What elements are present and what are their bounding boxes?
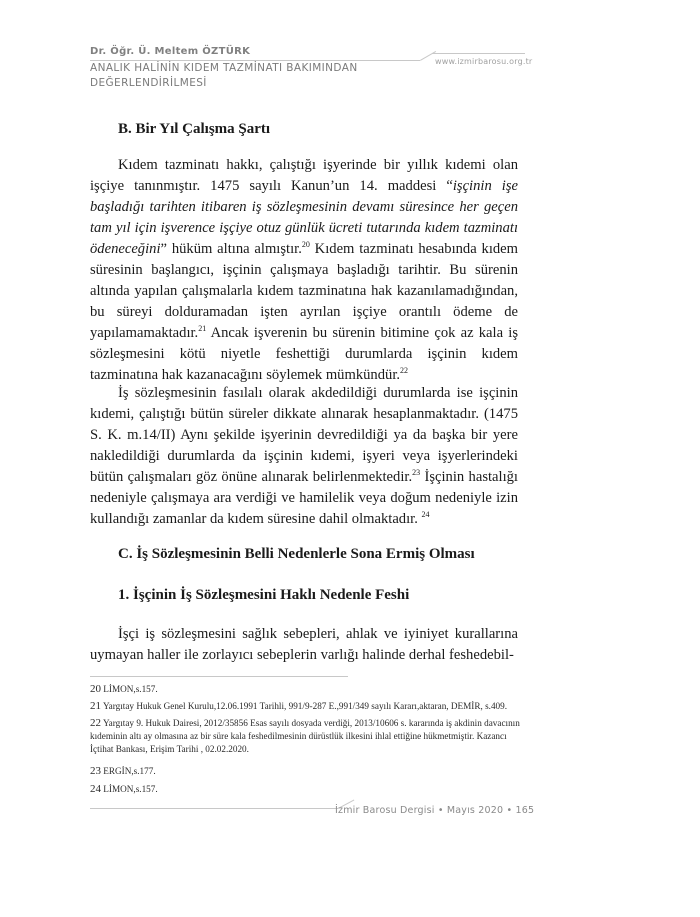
header-rule-upper — [432, 53, 525, 54]
header-title: ANALIK HALİNİN KIDEM TAZMİNATI BAKIMINDAN DEĞERLENDİRİLMESİ — [90, 62, 358, 89]
footnote-22: 22 Yargıtay 9. Hukuk Dairesi, 2012/35856 Esas sayılı dosyada verdiği, 2013/10606 s. kararında iş akdinin davacının kıdeminin altı ay olmasına az bir süre kala feshedilmesinin dürüstlük ilkesini ihlal ettiğine hükmetmiştir. Kazancı İçtihat Bankası, Erişim Tarihi , 02.02.2020. — [90, 717, 520, 754]
paragraph-2: İş sözleşmesinin fasılalı olarak akdedildiği durumlarda ise işçinin kıdemi, çalıştığı bütün süreler dikkate alınarak hesaplanmaktadır. (1475 S. K. m.14/II) Aynı şekilde işyerinin devredildiği ya da başka bir yere nakledildiği durumlarda da işçinin kıdemi, işyeri veya işyerlerindeki bütün çalışmaları göz önüne alınarak belirlenmektedir.$^{23}$ İşçinin hastalığı nedeniyle çalışmaya ara verdiği ve hamilelik veya doğum nedeniyle izin kullandığı zamanlar da kıdem süresine dahil olmaktadır. $^{24}$ — [90, 385, 518, 527]
paragraph-1: Kıdem tazminatı hakkı, çalıştığı işyerinde bir yıllık kıdemi olan işçiye tanınmıştır. 1475 sayılı Kanun’un 14. maddesi “işçinin işe başladığı tarihten itibaren iş sözleşmesinin devamı süresince her geçen tam yıl için işverence işçiye otuz günlük ücreti tutarında kıdem tazminatı ödeneceğini” hüküm altına almıştır.$^{20}$ Kıdem tazminatı hesabında kıdem süresinin başlangıcı, işçinin çalışmaya başladığı tarihtir. Bu sürenin altında yapılan çalışmalarla kıdem tazminatına hak kazanılamadığından, bu süreyi dolduramadan işten ayrılan işçiye orantılı ödeme de yapılamamaktadır.$^{21}$ Ancak işverenin bu sürenin bitimine çok az kala iş sözleşmesini kötü niyetle feshettiği durumlarda işçinin kıdem tazminatına hak kazanacağını söylemek mümkündür.$^{22}$ — [90, 157, 518, 383]
footnote-21: 21 Yargıtay Hukuk Genel Kurulu,12.06.1991 Tarihli, 991/9-287 E.,991/349 sayılı Kararı,aktaran, DEMİR, s.409. — [90, 700, 508, 712]
footer-journal-page: İzmir Barosu Dergisi • Mayıs 2020 • 165 — [335, 805, 535, 816]
footnote-ref-20: 20 — [301, 240, 310, 250]
footnote-ref-23: 23 — [412, 468, 421, 478]
footnote-ref-22: 22 — [400, 366, 409, 376]
header-site-url[interactable]: www.izmirbarosu.org.tr — [435, 57, 533, 66]
section-heading-c1: 1. İşçinin İş Sözleşmesini Haklı Nedenle Feshi — [118, 587, 410, 603]
header-rule — [90, 60, 420, 61]
footnote-23: 23 ERGİN,s.177. — [90, 765, 156, 777]
footnote-ref-21: 21 — [198, 324, 207, 334]
section-heading-c: C. İş Sözleşmesinin Belli Nedenlerle Sona Ermiş Olması — [118, 546, 475, 562]
paragraph-3: İşçi iş sözleşmesini sağlık sebepleri, ahlak ve iyiniyet kurallarına uymayan haller ile zorlayıcı sebeplerin varlığı halinde derhal feshedebil- — [90, 626, 518, 663]
footnote-20: 20 LİMON,s.157. — [90, 683, 158, 695]
section-heading-b: B. Bir Yıl Çalışma Şartı — [118, 121, 271, 137]
footnote-separator — [90, 676, 348, 677]
header-author: Dr. Öğr. Ü. Meltem ÖZTÜRK — [90, 46, 251, 57]
footer-rule — [90, 808, 338, 809]
footnote-ref-24: 24 — [421, 510, 430, 520]
footnote-24: 24 LİMON,s.157. — [90, 783, 158, 795]
